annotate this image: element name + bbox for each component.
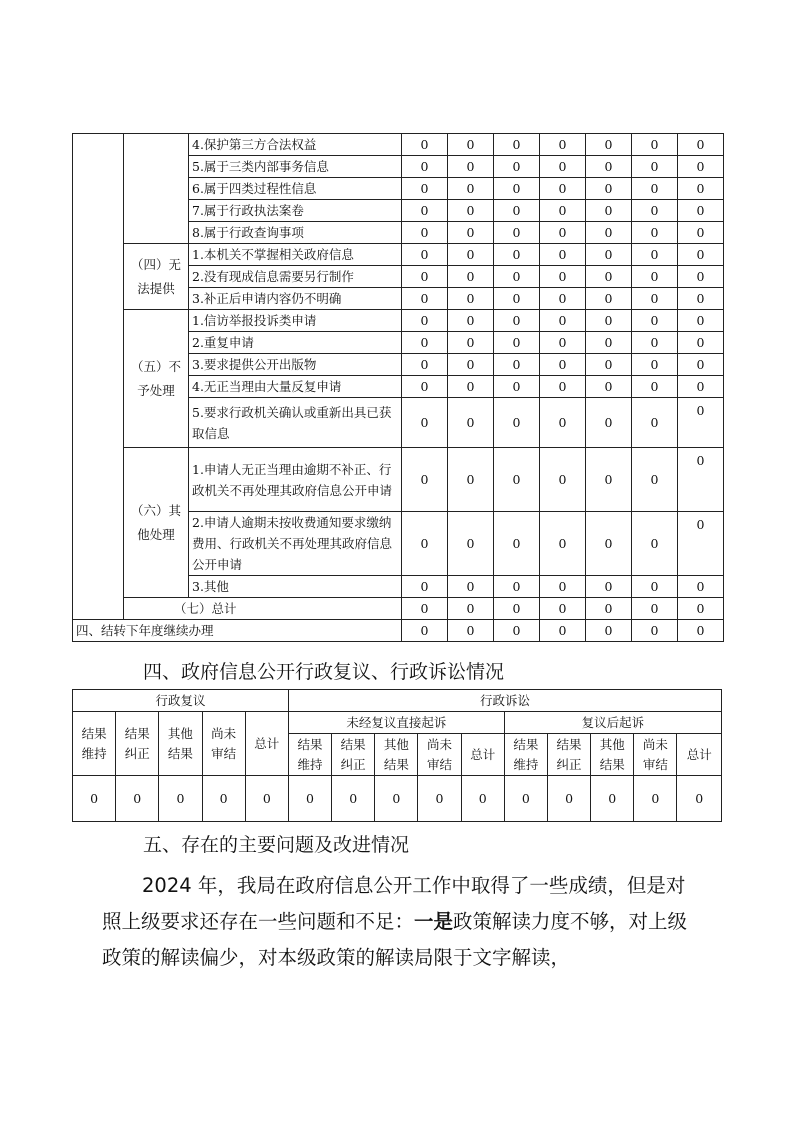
group6-title: （六）其他处理 — [124, 448, 189, 598]
group5-title: （五）不予处理 — [124, 310, 189, 448]
value-cell: 0 — [448, 200, 494, 222]
value-cell: 0 — [678, 332, 724, 354]
value-cell: 0 — [540, 354, 586, 376]
value-cell: 0 — [288, 776, 331, 822]
review-header: 行政复议 — [73, 690, 289, 712]
value-cell: 0 — [540, 512, 586, 576]
value-cell: 0 — [540, 266, 586, 288]
value-cell: 0 — [678, 598, 724, 620]
value-cell: 0 — [632, 288, 678, 310]
value-cell: 0 — [448, 310, 494, 332]
value-cell: 0 — [494, 200, 540, 222]
value-cell: 0 — [402, 310, 448, 332]
value-cell: 0 — [448, 620, 494, 642]
row-label: 5.要求行政机关确认或重新出具已获取信息 — [189, 398, 402, 448]
value-cell: 0 — [402, 244, 448, 266]
value-cell: 0 — [632, 398, 678, 448]
value-cell: 0 — [494, 222, 540, 244]
value-cell: 0 — [540, 156, 586, 178]
value-cell: 0 — [678, 354, 724, 376]
value-cell: 0 — [586, 512, 632, 576]
value-cell: 0 — [678, 288, 724, 310]
value-cell: 0 — [677, 776, 722, 822]
litigation-col-header: 结果纠正 — [547, 734, 590, 776]
value-cell: 0 — [586, 448, 632, 512]
review-col-header: 总计 — [245, 712, 288, 776]
value-cell: 0 — [504, 776, 547, 822]
value-cell: 0 — [448, 448, 494, 512]
value-cell: 0 — [540, 310, 586, 332]
value-cell: 0 — [448, 134, 494, 156]
value-cell: 0 — [586, 620, 632, 642]
value-cell: 0 — [678, 200, 724, 222]
value-cell: 0 — [494, 178, 540, 200]
value-cell: 0 — [402, 448, 448, 512]
value-cell: 0 — [402, 200, 448, 222]
value-cell: 0 — [540, 332, 586, 354]
value-cell: 0 — [461, 776, 504, 822]
value-cell: 0 — [448, 376, 494, 398]
value-cell: 0 — [540, 448, 586, 512]
value-cell: 0 — [586, 200, 632, 222]
value-cell: 0 — [540, 244, 586, 266]
value-cell: 0 — [494, 598, 540, 620]
value-cell: 0 — [632, 354, 678, 376]
litigation-col-header: 总计 — [677, 734, 722, 776]
value-cell: 0 — [402, 332, 448, 354]
value-cell: 0 — [586, 310, 632, 332]
row-label: 3.其他 — [189, 576, 402, 598]
value-cell: 0 — [632, 244, 678, 266]
row-label: 2.重复申请 — [189, 332, 402, 354]
value-cell: 0 — [375, 776, 418, 822]
value-cell: 0 — [448, 178, 494, 200]
value-cell: 0 — [494, 156, 540, 178]
value-cell: 0 — [540, 376, 586, 398]
value-cell: 0 — [678, 244, 724, 266]
litigation-col-header: 其他结果 — [591, 734, 634, 776]
value-cell: 0 — [678, 310, 724, 332]
value-cell: 0 — [494, 288, 540, 310]
value-cell: 0 — [678, 266, 724, 288]
value-cell: 0 — [632, 376, 678, 398]
value-cell: 0 — [632, 620, 678, 642]
total-label: （七）总计 — [124, 598, 402, 620]
value-cell: 0 — [448, 598, 494, 620]
value-cell: 0 — [632, 310, 678, 332]
value-cell: 0 — [547, 776, 590, 822]
value-cell: 0 — [494, 354, 540, 376]
value-cell: 0 — [494, 376, 540, 398]
value-cell: 0 — [418, 776, 461, 822]
review-col-header: 结果纠正 — [116, 712, 159, 776]
value-cell: 0 — [540, 576, 586, 598]
value-cell: 0 — [448, 156, 494, 178]
row-label: 1.本机关不掌握相关政府信息 — [189, 244, 402, 266]
value-cell: 0 — [540, 620, 586, 642]
value-cell: 0 — [540, 598, 586, 620]
value-cell: 0 — [402, 512, 448, 576]
value-cell: 0 — [332, 776, 375, 822]
value-cell: 0 — [540, 222, 586, 244]
value-cell: 0 — [494, 266, 540, 288]
value-cell: 0 — [494, 512, 540, 576]
group-cell — [124, 134, 189, 244]
value-cell: 0 — [591, 776, 634, 822]
value-cell: 0 — [116, 776, 159, 822]
litigation-col-header: 尚未审结 — [634, 734, 677, 776]
value-cell: 0 — [448, 398, 494, 448]
value-cell: 0 — [159, 776, 202, 822]
value-cell: 0 — [678, 222, 724, 244]
problem-paragraph — [102, 868, 702, 976]
value-cell: 0 — [586, 156, 632, 178]
value-cell: 0 — [540, 288, 586, 310]
value-cell: 0 — [632, 178, 678, 200]
row-label: 5.属于三类内部事务信息 — [189, 156, 402, 178]
section-4-heading: 四、政府信息公开行政复议、行政诉讼情况 — [143, 661, 505, 683]
value-cell: 0 — [494, 332, 540, 354]
request-handling-table — [72, 133, 724, 642]
value-cell: 0 — [586, 288, 632, 310]
paragraph-text-2: 政策解读力度不够，对上级政策的解读偏少，对本级政策的解读局限于文字解读， — [102, 910, 688, 969]
value-cell: 0 — [494, 134, 540, 156]
row-label: 4.保护第三方合法权益 — [189, 134, 402, 156]
value-cell: 0 — [448, 244, 494, 266]
value-cell: 0 — [494, 448, 540, 512]
value-cell: 0 — [678, 156, 724, 178]
value-cell: 0 — [632, 156, 678, 178]
value-cell: 0 — [632, 134, 678, 156]
value-cell: 0 — [494, 310, 540, 332]
value-cell: 0 — [586, 354, 632, 376]
value-cell: 0 — [402, 134, 448, 156]
value-cell: 0 — [678, 376, 724, 398]
value-cell: 0 — [402, 376, 448, 398]
paragraph-text-1: 2024 年，我局在政府信息公开工作中取得了一些成绩，但是对照上级要求还存在一些问题和不足： — [102, 874, 686, 933]
litigation-col-header: 结果维持 — [504, 734, 547, 776]
row-label: 1.信访举报投诉类申请 — [189, 310, 402, 332]
value-cell: 0 — [402, 266, 448, 288]
litigation-col-header: 尚未审结 — [418, 734, 461, 776]
row-label: 6.属于四类过程性信息 — [189, 178, 402, 200]
value-cell: 0 — [402, 354, 448, 376]
value-cell: 0 — [586, 598, 632, 620]
value-cell: 0 — [678, 398, 724, 448]
litigation-header: 行政诉讼 — [288, 690, 721, 712]
value-cell: 0 — [634, 776, 677, 822]
value-cell: 0 — [245, 776, 288, 822]
value-cell: 0 — [402, 598, 448, 620]
value-cell: 0 — [402, 576, 448, 598]
value-cell: 0 — [678, 134, 724, 156]
row-label: 7.属于行政执法案卷 — [189, 200, 402, 222]
review-col-header: 尚未审结 — [202, 712, 245, 776]
value-cell: 0 — [678, 512, 724, 576]
row-label: 2.申请人逾期未按收费通知要求缴纳费用、行政机关不再处理其政府信息公开申请 — [189, 512, 402, 576]
value-cell: 0 — [448, 354, 494, 376]
value-cell: 0 — [586, 244, 632, 266]
row-label: 1.申请人无正当理由逾期不补正、行政机关不再处理其政府信息公开申请 — [189, 448, 402, 512]
value-cell: 0 — [586, 266, 632, 288]
row-label: 8.属于行政查询事项 — [189, 222, 402, 244]
value-cell: 0 — [494, 576, 540, 598]
value-cell: 0 — [448, 576, 494, 598]
value-cell: 0 — [73, 776, 116, 822]
after-review-header: 复议后起诉 — [504, 712, 721, 734]
value-cell: 0 — [494, 398, 540, 448]
value-cell: 0 — [586, 576, 632, 598]
value-cell: 0 — [448, 332, 494, 354]
value-cell: 0 — [632, 576, 678, 598]
litigation-col-header: 其他结果 — [375, 734, 418, 776]
litigation-col-header: 结果纠正 — [332, 734, 375, 776]
paragraph-bold: 一是 — [414, 910, 454, 933]
value-cell: 0 — [632, 332, 678, 354]
review-col-header: 结果维持 — [73, 712, 116, 776]
value-cell: 0 — [632, 200, 678, 222]
direct-suit-header: 未经复议直接起诉 — [288, 712, 504, 734]
value-cell: 0 — [202, 776, 245, 822]
row-label: 3.补正后申请内容仍不明确 — [189, 288, 402, 310]
value-cell: 0 — [540, 200, 586, 222]
value-cell: 0 — [448, 512, 494, 576]
review-col-header: 其他结果 — [159, 712, 202, 776]
litigation-col-header: 结果维持 — [288, 734, 331, 776]
value-cell: 0 — [632, 448, 678, 512]
row-label: 2.没有现成信息需要另行制作 — [189, 266, 402, 288]
value-cell: 0 — [402, 398, 448, 448]
value-cell: 0 — [494, 244, 540, 266]
value-cell: 0 — [678, 620, 724, 642]
value-cell: 0 — [678, 448, 724, 512]
value-cell: 0 — [402, 156, 448, 178]
value-cell: 0 — [678, 576, 724, 598]
value-cell: 0 — [402, 620, 448, 642]
outer-category-cell — [73, 134, 124, 620]
group4-title: （四）无法提供 — [124, 244, 189, 310]
value-cell: 0 — [540, 398, 586, 448]
value-cell: 0 — [402, 178, 448, 200]
row-label: 3.要求提供公开出版物 — [189, 354, 402, 376]
value-cell: 0 — [402, 288, 448, 310]
value-cell: 0 — [448, 222, 494, 244]
value-cell: 0 — [586, 134, 632, 156]
value-cell: 0 — [632, 266, 678, 288]
value-cell: 0 — [540, 178, 586, 200]
row-label: 4.无正当理由大量反复申请 — [189, 376, 402, 398]
litigation-col-header: 总计 — [461, 734, 504, 776]
carryover-label: 四、结转下年度继续办理 — [73, 620, 402, 642]
value-cell: 0 — [586, 376, 632, 398]
value-cell: 0 — [586, 332, 632, 354]
section-5-heading: 五、存在的主要问题及改进情况 — [143, 834, 410, 856]
value-cell: 0 — [540, 134, 586, 156]
value-cell: 0 — [586, 178, 632, 200]
review-litigation-table — [72, 689, 722, 822]
value-cell: 0 — [678, 178, 724, 200]
value-cell: 0 — [494, 620, 540, 642]
value-cell: 0 — [632, 512, 678, 576]
value-cell: 0 — [402, 222, 448, 244]
value-cell: 0 — [632, 222, 678, 244]
value-cell: 0 — [448, 288, 494, 310]
value-cell: 0 — [632, 598, 678, 620]
value-cell: 0 — [586, 222, 632, 244]
value-cell: 0 — [586, 398, 632, 448]
value-cell: 0 — [448, 266, 494, 288]
